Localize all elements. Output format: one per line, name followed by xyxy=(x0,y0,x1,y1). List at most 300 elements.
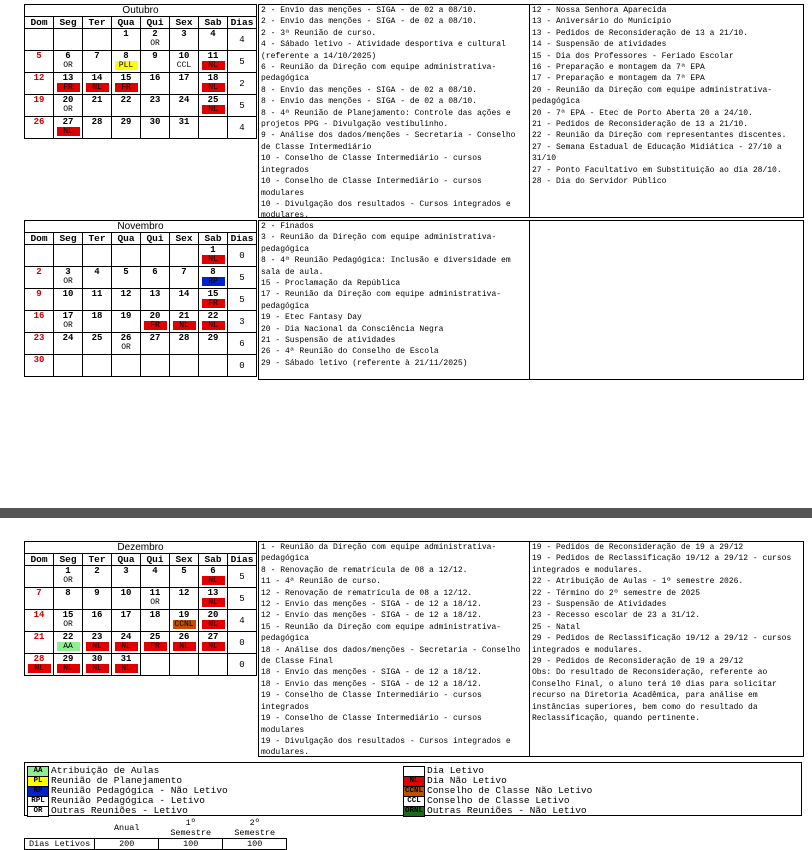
calendar-day[interactable] xyxy=(112,588,141,610)
calendar-day[interactable] xyxy=(83,311,112,333)
calendar-day[interactable] xyxy=(170,632,199,654)
event-item: 8 - Envio das menções - SIGA - de 02 a 08/10. xyxy=(261,85,478,95)
event-item: 18 - Envio das menções - SIGA - de 12 a 18/12. xyxy=(261,668,482,678)
calendar-day[interactable] xyxy=(170,267,199,289)
month-title: Novembro xyxy=(24,220,257,232)
totals-header-sem2: 2º Semestre xyxy=(234,818,276,838)
day-number: 4 xyxy=(210,29,216,39)
calendar-day[interactable] xyxy=(112,51,141,73)
calendar-day xyxy=(112,245,141,267)
calendar-day xyxy=(141,355,170,377)
calendar-day[interactable] xyxy=(112,311,141,333)
calendar-day[interactable] xyxy=(25,654,54,676)
calendar-day[interactable] xyxy=(112,29,141,51)
day-number: 10 xyxy=(178,51,190,61)
calendar-week-row xyxy=(25,51,257,73)
weekday-header: Qua xyxy=(112,554,141,566)
calendar-day[interactable] xyxy=(54,333,83,355)
calendar-day[interactable] xyxy=(141,73,170,95)
legend-item xyxy=(27,806,188,816)
day-number: 2 xyxy=(36,267,42,277)
week-days-count: 5 xyxy=(228,289,257,311)
day-number: 25 xyxy=(207,95,219,105)
totals-header-anual: Anual xyxy=(113,823,140,833)
calendar-day[interactable] xyxy=(54,311,83,333)
event-item: 8 - Renovação de rematrícula de 08 a 12/12. xyxy=(261,565,468,575)
day-tag: NL xyxy=(57,664,80,673)
week-days-count: 0 xyxy=(228,245,257,267)
events-column-left xyxy=(259,5,530,221)
day-number: 21 xyxy=(91,95,103,105)
totals-value-anual: 200 xyxy=(95,839,159,850)
calendar-day[interactable] xyxy=(199,311,228,333)
day-number: 9 xyxy=(36,289,42,299)
calendar-day[interactable] xyxy=(112,289,141,311)
day-number: 9 xyxy=(94,588,100,598)
legend-label: Reunião Pedagógica - Não Letivo xyxy=(51,785,228,796)
day-number: 30 xyxy=(33,355,45,365)
calendar-day[interactable] xyxy=(170,51,199,73)
calendar-day[interactable] xyxy=(199,333,228,355)
event-item: 15 - Reunião da Direção com equipe administrativa-pedagógica xyxy=(261,622,502,644)
day-tag: NL xyxy=(173,642,196,651)
legend-label: Dia Letivo xyxy=(427,765,485,776)
day-tag: NL xyxy=(202,321,225,330)
calendar-day[interactable] xyxy=(25,610,54,632)
event-item: 13 - Aniversário do Município xyxy=(532,17,672,27)
calendar-day[interactable] xyxy=(199,267,228,289)
calendar-day xyxy=(54,245,83,267)
legend-label: Conselho de Classe Não Letivo xyxy=(427,785,593,796)
week-days-count: 4 xyxy=(228,29,257,51)
event-item: 15 - Dia dos Professores - Feriado Escolar xyxy=(532,51,734,61)
day-tag: OR xyxy=(115,343,138,352)
legend-swatch: CCNL xyxy=(404,787,423,795)
legend-label: Outras Reuniões - Letivo xyxy=(51,805,188,816)
event-item: 23 - Recesso escolar de 23 a 31/12. xyxy=(532,611,701,621)
event-item: 12 - Envio das menções - SIGA - de 12 a 18/12. xyxy=(261,611,482,621)
day-tag: FR xyxy=(144,642,167,651)
day-number: 28 xyxy=(33,654,45,664)
calendar-day[interactable] xyxy=(25,588,54,610)
calendar-day[interactable] xyxy=(170,289,199,311)
day-number: 13 xyxy=(207,588,219,598)
calendar-day[interactable] xyxy=(25,333,54,355)
event-item: 18 - Análise dos dados/menções - Secretaria - Conselho de Classe Final xyxy=(261,645,526,667)
day-tag: NL xyxy=(115,664,138,673)
week-days-count: 4 xyxy=(228,117,257,139)
weekday-header-row xyxy=(25,554,257,566)
totals-label: Dias Letivos xyxy=(25,839,95,850)
day-number: 30 xyxy=(91,654,103,664)
weekday-header: Sab xyxy=(199,554,228,566)
calendar-week-row xyxy=(25,632,257,654)
day-number: 15 xyxy=(120,73,132,83)
day-number: 26 xyxy=(33,117,45,127)
weekday-header: Qui xyxy=(141,554,170,566)
event-item: 20 - Reunião da Direção com equipe administrativa-pedagógica xyxy=(532,85,773,107)
day-tag: NL xyxy=(202,105,225,114)
calendar-day[interactable] xyxy=(199,245,228,267)
calendar-week-row xyxy=(25,654,257,676)
calendar-week-row xyxy=(25,333,257,355)
week-days-count: 5 xyxy=(228,51,257,73)
day-tag: NL xyxy=(86,83,109,92)
calendar-day[interactable] xyxy=(54,566,83,588)
day-number: 26 xyxy=(120,333,132,343)
events-column-left xyxy=(259,221,530,379)
calendar-day[interactable] xyxy=(54,267,83,289)
day-tag: NL xyxy=(86,664,109,673)
legend-swatch: OR xyxy=(27,806,49,817)
calendar-day[interactable] xyxy=(199,289,228,311)
calendar-day[interactable] xyxy=(25,51,54,73)
day-number: 16 xyxy=(149,73,161,83)
day-number: 3 xyxy=(181,29,187,39)
events-dezembro xyxy=(258,541,804,757)
event-item: 29 - Pedidos de Reconsideração de 19 a 29/12 xyxy=(532,657,744,667)
calendar-day xyxy=(112,355,141,377)
event-item: 21 - Pedidos de Reconsideração de 13 a 21/10. xyxy=(532,120,749,130)
event-item: 3 - Reunião da Direção com equipe administrativa-pedagógica xyxy=(261,233,497,254)
calendar-day[interactable] xyxy=(112,632,141,654)
day-tag: CCL xyxy=(173,61,196,70)
weekday-header-row xyxy=(25,17,257,29)
calendar-day[interactable] xyxy=(199,588,228,610)
calendar-day[interactable] xyxy=(199,566,228,588)
day-number: 18 xyxy=(91,311,103,321)
calendar-day[interactable] xyxy=(83,588,112,610)
day-number: 5 xyxy=(123,267,129,277)
calendar-day[interactable] xyxy=(112,267,141,289)
day-number: 24 xyxy=(178,95,190,105)
day-number: 28 xyxy=(91,117,103,127)
event-item: 12 - Renovação de rematrícula de 08 a 12/12. xyxy=(261,588,473,598)
calendar-grid xyxy=(24,553,257,676)
day-number: 4 xyxy=(94,267,100,277)
day-number: 11 xyxy=(207,51,219,61)
calendar-day[interactable] xyxy=(54,95,83,117)
calendar-week-row xyxy=(25,311,257,333)
calendar-day[interactable] xyxy=(141,632,170,654)
calendar-day[interactable] xyxy=(54,73,83,95)
day-tag: FR xyxy=(115,83,138,92)
calendar-day[interactable] xyxy=(83,566,112,588)
totals-value-sem2: 100 xyxy=(223,839,287,850)
calendar-day[interactable] xyxy=(83,610,112,632)
event-item: 25 - Natal xyxy=(532,622,581,632)
day-number: 30 xyxy=(149,117,161,127)
day-tag: CCNL xyxy=(174,620,194,629)
weekday-header: Sab xyxy=(199,17,228,29)
weekday-header: Qua xyxy=(112,233,141,245)
day-number: 17 xyxy=(178,73,190,83)
event-item: 19 - Pedidos de Reconsideração de 19 a 29/12 xyxy=(532,543,744,552)
day-tag: NL xyxy=(202,598,225,607)
weekday-header: Dias xyxy=(228,233,257,245)
legend-swatch: RP xyxy=(27,786,49,797)
calendar-day[interactable] xyxy=(141,29,170,51)
day-tag: NL xyxy=(173,321,196,330)
calendar-month-dezembro xyxy=(24,541,257,676)
weekday-header: Seg xyxy=(54,17,83,29)
calendar-day[interactable] xyxy=(83,654,112,676)
weekday-header: Ter xyxy=(83,554,112,566)
week-days-count: 5 xyxy=(228,588,257,610)
calendar-day[interactable] xyxy=(199,610,228,632)
calendar-day[interactable] xyxy=(25,73,54,95)
day-number: 4 xyxy=(152,566,158,576)
events-novembro xyxy=(258,220,804,380)
calendar-day[interactable] xyxy=(199,632,228,654)
calendar-day[interactable] xyxy=(112,117,141,139)
day-tag: NL xyxy=(202,83,225,92)
event-item: 28 - Dia do Servidor Público xyxy=(532,177,667,187)
calendar-day[interactable] xyxy=(112,95,141,117)
event-item: 19 - Conselho de Classe Intermediário - cursos modulares xyxy=(261,714,487,735)
calendar-day[interactable] xyxy=(199,95,228,117)
event-item: 19 - Divulgação dos resultados - Cursos integrados e modulares. xyxy=(261,736,516,758)
day-tag: FR xyxy=(202,299,225,308)
calendar-day[interactable] xyxy=(54,654,83,676)
calendar-day[interactable] xyxy=(25,95,54,117)
calendar-day[interactable] xyxy=(25,632,54,654)
totals-table xyxy=(24,818,287,850)
day-number: 8 xyxy=(210,267,216,277)
calendar-day[interactable] xyxy=(54,588,83,610)
day-tag: OR xyxy=(57,321,80,330)
weekday-header-row xyxy=(25,233,257,245)
calendar-day[interactable] xyxy=(141,566,170,588)
calendar-day[interactable] xyxy=(170,95,199,117)
weekday-header: Dom xyxy=(25,17,54,29)
calendar-day[interactable] xyxy=(83,73,112,95)
day-number: 14 xyxy=(33,610,45,620)
day-number: 7 xyxy=(36,588,42,598)
calendar-week-row xyxy=(25,610,257,632)
day-number: 23 xyxy=(91,632,103,642)
calendar-day[interactable] xyxy=(141,311,170,333)
day-tag: OR xyxy=(57,576,80,585)
legend-item xyxy=(403,806,587,816)
calendar-day[interactable] xyxy=(141,267,170,289)
calendar-day[interactable] xyxy=(25,117,54,139)
day-number: 16 xyxy=(91,610,103,620)
day-number: 10 xyxy=(62,289,74,299)
week-days-count: 5 xyxy=(228,95,257,117)
calendar-day xyxy=(25,29,54,51)
weekday-header: Dom xyxy=(25,233,54,245)
day-tag: NL xyxy=(202,255,225,264)
event-item: 17 - Preparação e montagem da 7ª EPA xyxy=(532,74,705,84)
day-number: 27 xyxy=(149,333,161,343)
week-days-count: 2 xyxy=(228,73,257,95)
calendar-day[interactable] xyxy=(25,355,54,377)
event-item: 10 - Conselho de Classe Intermediário - cursos integrados xyxy=(261,154,487,175)
day-number: 24 xyxy=(120,632,132,642)
calendar-day xyxy=(54,29,83,51)
weekday-header: Qua xyxy=(112,17,141,29)
week-days-count: 6 xyxy=(228,333,257,355)
calendar-day[interactable] xyxy=(54,51,83,73)
calendar-day[interactable] xyxy=(112,333,141,355)
calendar-day[interactable] xyxy=(170,73,199,95)
calendar-day[interactable] xyxy=(83,333,112,355)
day-number: 29 xyxy=(207,333,219,343)
day-tag: OR xyxy=(57,620,80,629)
event-item: 22 - Término do 2º semestre de 2025 xyxy=(532,588,701,598)
event-item: 12 - Envio das menções - SIGA - de 12 a 18/12. xyxy=(261,600,482,610)
calendar-day xyxy=(199,654,228,676)
calendar-day[interactable] xyxy=(25,289,54,311)
calendar-day[interactable] xyxy=(83,95,112,117)
weekday-header: Sex xyxy=(170,554,199,566)
event-item: 27 - Semana Estadual de Educação Midiática - 27/10 a 31/10 xyxy=(532,142,787,164)
calendar-day[interactable] xyxy=(112,73,141,95)
day-number: 27 xyxy=(207,632,219,642)
event-item: 23 - Suspensão de Atividades xyxy=(532,600,667,610)
event-item: 6 - Reunião da Direção com equipe administrativa-pedagógica xyxy=(261,63,497,84)
calendar-day[interactable] xyxy=(141,117,170,139)
calendar-day[interactable] xyxy=(170,311,199,333)
day-number: 23 xyxy=(33,333,45,343)
calendar-day[interactable] xyxy=(83,289,112,311)
calendar-day[interactable] xyxy=(54,610,83,632)
legend-label: Outras Reuniões - Não Letivo xyxy=(427,805,587,816)
day-tag: NL xyxy=(202,642,225,651)
legend-label: Conselho de Classe Letivo xyxy=(427,795,570,806)
day-number: 7 xyxy=(181,267,187,277)
calendar-day[interactable] xyxy=(141,333,170,355)
week-days-count: 0 xyxy=(228,632,257,654)
calendar-day[interactable] xyxy=(199,29,228,51)
calendar-week-row xyxy=(25,355,257,377)
calendar-day[interactable] xyxy=(199,73,228,95)
day-number: 6 xyxy=(210,566,216,576)
event-item: 29 - Sábado letivo (referente à 21/11/2025) xyxy=(261,358,468,368)
calendar-month-novembro xyxy=(24,220,257,377)
calendar-day[interactable] xyxy=(170,588,199,610)
day-number: 17 xyxy=(120,610,132,620)
calendar-day[interactable] xyxy=(199,51,228,73)
day-number: 19 xyxy=(33,95,45,105)
calendar-day[interactable] xyxy=(141,289,170,311)
event-item: 19 - Etec Fantasy Day xyxy=(261,313,362,323)
weekday-header: Sab xyxy=(199,233,228,245)
calendar-day[interactable] xyxy=(141,588,170,610)
day-tag: NL xyxy=(202,61,225,70)
day-number: 6 xyxy=(65,51,71,61)
day-number: 9 xyxy=(152,51,158,61)
event-item: 21 - Suspensão de atividades xyxy=(261,336,396,346)
legend-swatch: CCL xyxy=(403,796,425,807)
day-number: 31 xyxy=(178,117,190,127)
calendar-day[interactable] xyxy=(54,289,83,311)
day-number: 1 xyxy=(210,245,216,255)
day-tag: NL xyxy=(202,576,225,585)
calendar-day xyxy=(170,654,199,676)
day-number: 3 xyxy=(65,267,71,277)
calendar-grid xyxy=(24,232,257,377)
event-item: 18 - Envio das menções - SIGA - de 12 a 18/12. xyxy=(261,679,482,689)
calendar-day[interactable] xyxy=(25,267,54,289)
day-number: 10 xyxy=(120,588,132,598)
week-days-count: 0 xyxy=(228,654,257,676)
weekday-header: Dias xyxy=(228,17,257,29)
calendar-day xyxy=(141,245,170,267)
calendar-day[interactable] xyxy=(170,29,199,51)
day-number: 26 xyxy=(178,632,190,642)
calendar-day xyxy=(199,117,228,139)
calendar-day[interactable] xyxy=(170,610,199,632)
day-number: 8 xyxy=(123,51,129,61)
week-days-count: 5 xyxy=(228,566,257,588)
calendar-day[interactable] xyxy=(170,333,199,355)
week-days-count: 3 xyxy=(228,311,257,333)
calendar-week-row xyxy=(25,95,257,117)
calendar-day[interactable] xyxy=(141,95,170,117)
day-tag: OR xyxy=(57,277,80,286)
calendar-day[interactable] xyxy=(170,566,199,588)
weekday-header: Dias xyxy=(228,554,257,566)
weekday-header: Sex xyxy=(170,233,199,245)
calendar-day xyxy=(141,654,170,676)
calendar-day[interactable] xyxy=(54,117,83,139)
day-number: 20 xyxy=(207,610,219,620)
day-number: 21 xyxy=(178,311,190,321)
events-column-right xyxy=(530,221,802,379)
calendar-day xyxy=(25,245,54,267)
day-number: 21 xyxy=(33,632,45,642)
day-number: 22 xyxy=(120,95,132,105)
calendar-day[interactable] xyxy=(141,51,170,73)
legend xyxy=(24,762,802,816)
day-tag: NL xyxy=(86,642,109,651)
legend-label: Atribuição de Aulas xyxy=(51,765,160,776)
day-number: 22 xyxy=(62,632,74,642)
day-tag: FR xyxy=(144,321,167,330)
event-item: 4 - Sábado letivo - Atividade desportiva e cultural (referente a 14/10/2025) xyxy=(261,40,511,61)
weekday-header: Qui xyxy=(141,233,170,245)
event-item: 26 - 4ª Reunião do Conselho de Escola xyxy=(261,347,439,357)
event-item: 8 - Envio das menções - SIGA - de 02 a 08/10. xyxy=(261,97,478,107)
weekday-header: Sex xyxy=(170,17,199,29)
calendar-day[interactable] xyxy=(83,117,112,139)
event-item: 2 - Envio das menções - SIGA - de 02 a 08/10. xyxy=(261,6,478,15)
calendar-week-row xyxy=(25,117,257,139)
month-title: Outubro xyxy=(24,4,257,16)
calendar-day[interactable] xyxy=(25,311,54,333)
day-tag: PLL xyxy=(115,61,138,70)
day-number: 20 xyxy=(149,311,161,321)
calendar-day[interactable] xyxy=(54,632,83,654)
week-days-count: 0 xyxy=(228,355,257,377)
day-number: 29 xyxy=(62,654,74,664)
calendar-day[interactable] xyxy=(141,610,170,632)
calendar-day[interactable] xyxy=(112,566,141,588)
calendar-day[interactable] xyxy=(170,117,199,139)
week-days-count: 4 xyxy=(228,610,257,632)
calendar-day[interactable] xyxy=(83,267,112,289)
calendar-day[interactable] xyxy=(83,632,112,654)
calendar-day[interactable] xyxy=(112,610,141,632)
events-outubro xyxy=(258,4,804,221)
day-number: 24 xyxy=(62,333,74,343)
calendar-week-row xyxy=(25,289,257,311)
calendar-day[interactable] xyxy=(83,51,112,73)
event-item: 19 - Conselho de Classe Intermediário - cursos integrados xyxy=(261,691,487,712)
calendar-day[interactable] xyxy=(112,654,141,676)
